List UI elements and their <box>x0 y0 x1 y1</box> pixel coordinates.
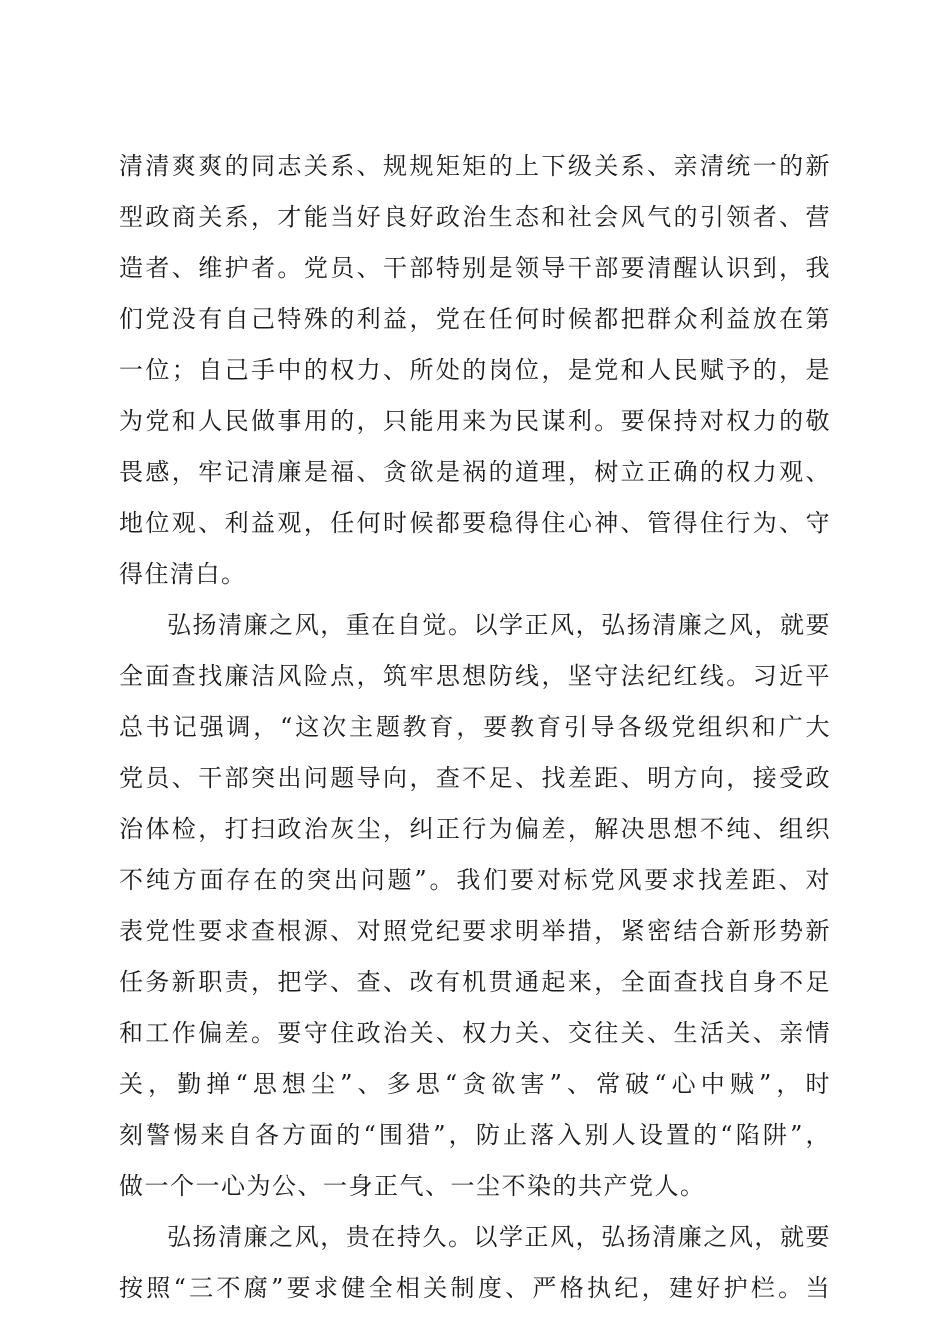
text-line: 按照“三不腐”要求健全相关制度、严格执纪，建好护栏。当 <box>119 1274 831 1302</box>
text-line: 清清爽爽的同志关系、规规矩矩的上下级关系、亲清统一的新 <box>119 152 831 180</box>
text-line: 得住清白。 <box>119 560 247 588</box>
document-body <box>119 141 831 1314</box>
text-line: 地位观、利益观，任何时候都要稳得住心神、管得住行为、守 <box>119 509 831 537</box>
text-line: 全面查找廉洁风险点，筑牢思想防线，坚守法纪红线。习近平 <box>119 662 831 690</box>
paragraph-1 <box>119 141 831 600</box>
paragraph-3 <box>119 1212 831 1314</box>
text-line: 治体检，打扫政治灰尘，纠正行为偏差，解决思想不纯、组织 <box>119 815 831 843</box>
text-line: 表党性要求查根源、对照党纪要求明举措，紧密结合新形势新 <box>119 917 831 945</box>
text-line: 不纯方面存在的突出问题”。我们要对标党风要求找差距、对 <box>119 866 831 894</box>
text-line: 畏感，牢记清廉是福、贪欲是祸的道理，树立正确的权力观、 <box>119 458 831 486</box>
text-line: 刻警惕来自各方面的“围猎”，防止落入别人设置的“陷阱”， <box>119 1121 831 1149</box>
text-line: 为党和人民做事用的，只能用来为民谋利。要保持对权力的敬 <box>119 407 831 435</box>
text-line: 总书记强调，“这次主题教育，要教育引导各级党组织和广大 <box>119 713 831 741</box>
text-line: 关，勤掸“思想尘”、多思“贪欲害”、常破“心中贼”，时 <box>119 1070 831 1098</box>
paragraph-2 <box>119 600 831 1212</box>
text-line: 造者、维护者。党员、干部特别是领导干部要清醒认识到，我 <box>119 254 831 282</box>
text-line: 型政商关系，才能当好良好政治生态和社会风气的引领者、营 <box>119 203 831 231</box>
text-line: 和工作偏差。要守住政治关、权力关、交往关、生活关、亲情 <box>119 1019 831 1047</box>
text-line: 做一个一心为公、一身正气、一尘不染的共产党人。 <box>119 1172 706 1200</box>
text-line: 一位；自己手中的权力、所处的岗位，是党和人民赋予的，是 <box>119 356 831 384</box>
text-line: 任务新职责，把学、查、改有机贯通起来，全面查找自身不足 <box>119 968 831 996</box>
text-line: 弘扬清廉之风，重在自觉。以学正风，弘扬清廉之风，就要 <box>167 611 831 639</box>
text-line: 弘扬清廉之风，贵在持久。以学正风，弘扬清廉之风，就要 <box>167 1223 831 1251</box>
text-line: 们党没有自己特殊的利益，党在任何时候都把群众利益放在第 <box>119 305 831 333</box>
text-line: 党员、干部突出问题导向，查不足、找差距、明方向，接受政 <box>119 764 831 792</box>
